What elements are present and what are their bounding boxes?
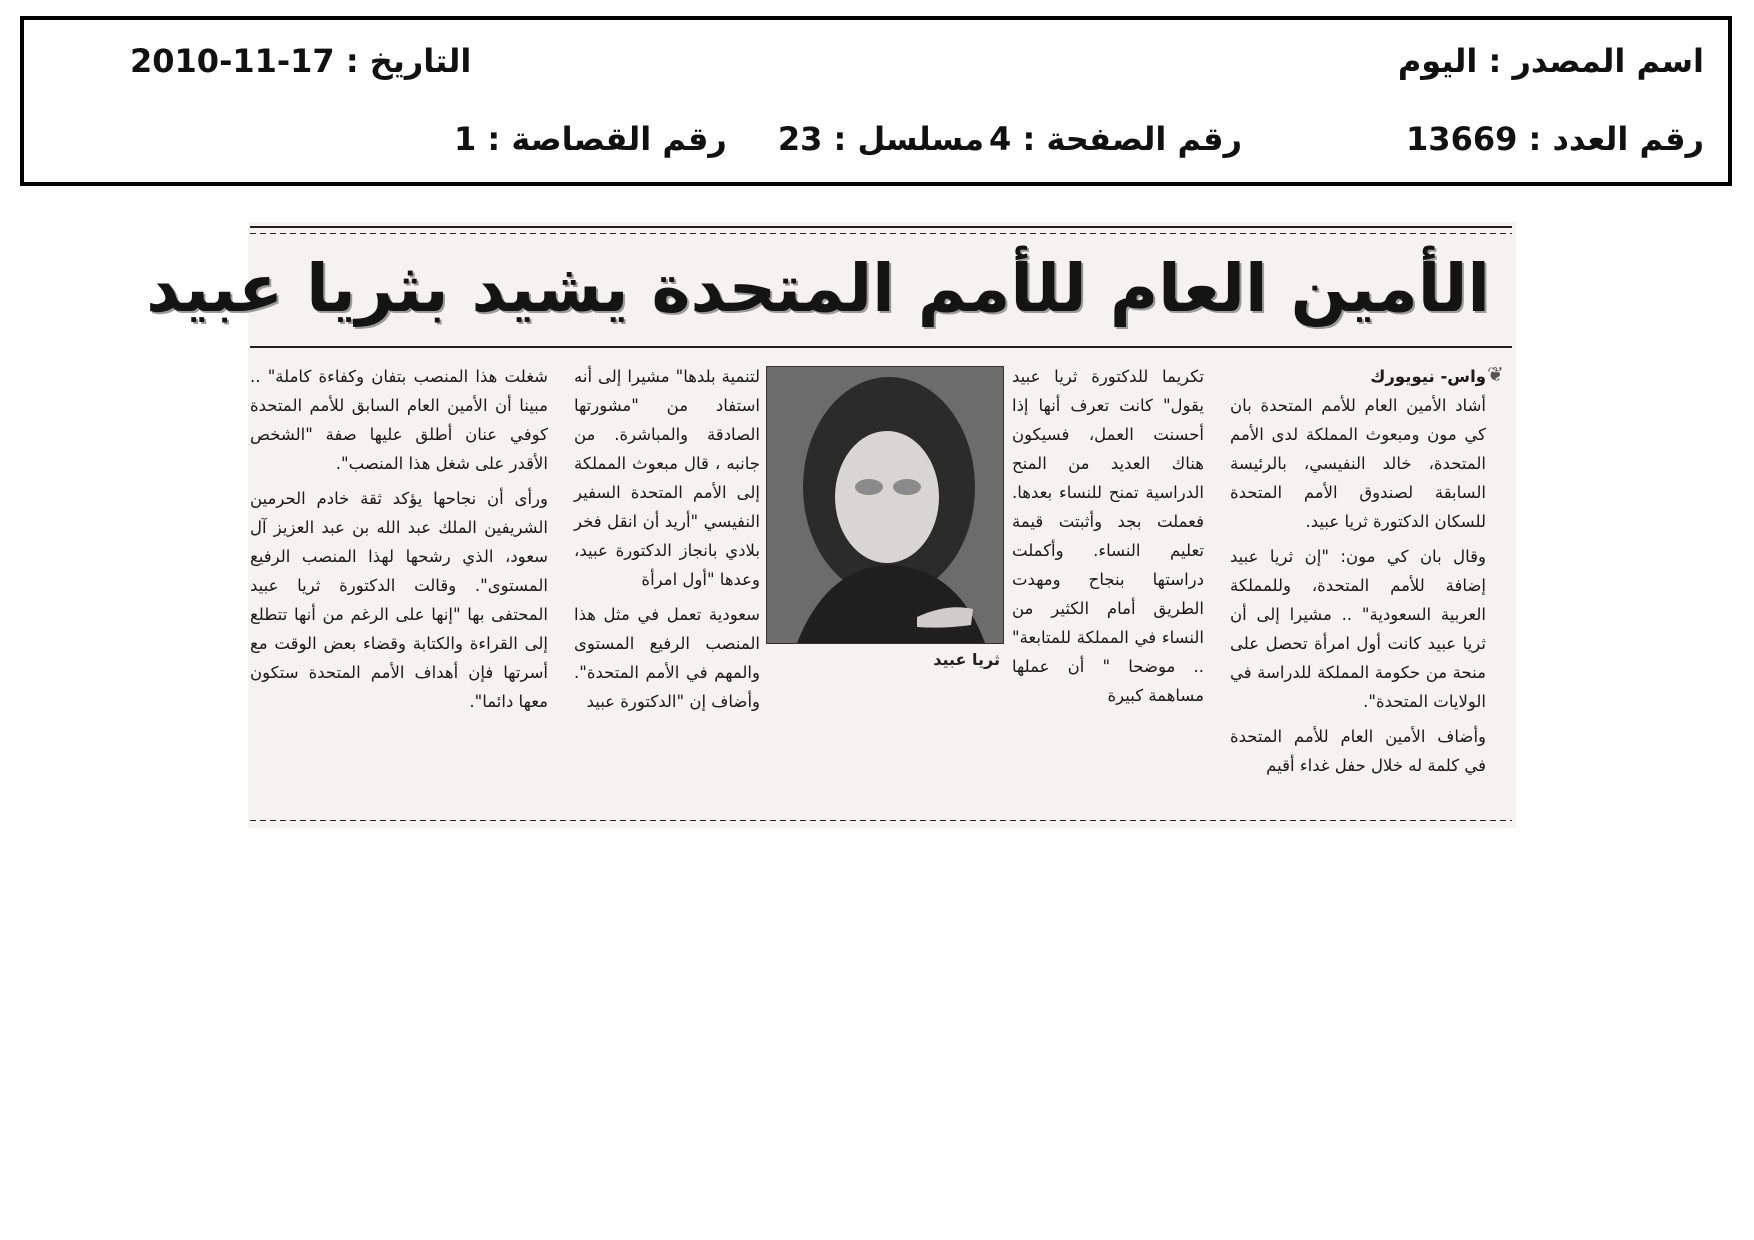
portrait-image	[767, 367, 1003, 643]
issue-number-label: رقم العدد : 13669	[1406, 120, 1704, 158]
article-column-1	[1230, 362, 1486, 822]
paragraph: لتنمية بلدها" مشيرا إلى أنه استفاد من "مشورتها الصادقة والمباشرة. من جانبه ، قال مبعوث المملكة إلى الأمم المتحدة السفير النفيسي "أريد أن انقل فخر بلادي بانجاز الدكتورة عبيد، وعدها "أول امرأة	[574, 367, 760, 589]
article-column-2	[1012, 362, 1204, 705]
paragraph: وقال بان كي مون: "إن ثريا عبيد إضافة للأمم المتحدة، وللمملكة العربية السعودية" .. مشيرا إلى أن ثريا عبيد كانت أول امرأة تحصل على منحة من حكومة المملكة للدراسة في الولايات المتحدة".	[1230, 547, 1486, 711]
paragraph: وأضاف الأمين العام للأمم المتحدة في كلمة له خلال حفل غداء أقيم	[1230, 727, 1486, 775]
paragraph: ورأى أن نجاحها يؤكد ثقة خادم الحرمين الشريفين الملك عبد الله بن عبد العزيز آل سعود، الذي رشحها لهذا المنصب الرفيع المستوى". وقالت الدكتورة ثريا عبيد المحتفى بها "إنها على الرغم من أنها تتطلع إلى القراءة والكتابة وقضاء بعض الوقت مع أسرتها فإن أهداف الأمم المتحدة ستكون معها دائما".	[250, 489, 548, 711]
date-label: التاريخ : 17-11-2010	[130, 42, 472, 80]
source-label: اسم المصدر : اليوم	[1397, 42, 1704, 80]
article-headline: الأمين العام للأمم المتحدة يشيد بثريا عبيد	[146, 250, 1490, 327]
article-column-4	[250, 362, 548, 808]
article-photo	[766, 366, 1004, 644]
article-column-3	[574, 362, 760, 808]
photo-caption: ثريا عبيد	[933, 650, 1000, 669]
top-dashed-rule	[250, 233, 1512, 234]
page-number-label: رقم الصفحة : 4	[989, 120, 1242, 158]
paragraph: تكريما للدكتورة ثريا عبيد يقول" كانت تعرف أنها إذا أحسنت العمل، فسيكون هناك العديد من المنح الدراسية تمنح للنساء بعدها. فعملت بجد وأثبتت قيمة تعليم النساء. وأكملت دراستها بنجاح ومهدت الطريق أمام الكثير من النساء في المملكة للمتابعة" .. موضحا " أن عملها مساهمة كبيرة	[1012, 367, 1204, 705]
serial-number-label: مسلسل : 23	[777, 120, 984, 158]
clipping-header-box	[20, 16, 1732, 186]
publication-mark-icon: ❦	[1487, 362, 1504, 386]
article-byline: واس- نيويورك	[1370, 367, 1486, 386]
paragraph: أشاد الأمين العام للأمم المتحدة بان كي مون ومبعوث المملكة لدى الأمم المتحدة، خالد النفيسي، بالرئيسة السابقة لصندوق الأمم المتحدة للسكان الدكتورة ثريا عبيد.	[1230, 396, 1486, 531]
top-rule	[250, 226, 1512, 228]
clip-number-label: رقم القصاصة : 1	[454, 120, 727, 158]
paragraph: سعودية تعمل في مثل هذا المنصب الرفيع المستوى والمهم في الأمم المتحدة". وأضاف إن "الدكتورة عبيد	[574, 605, 760, 711]
article-column-2-continued	[906, 670, 1206, 802]
paragraph: شغلت هذا المنصب بتفان وكفاءة كاملة" .. مبينا أن الأمين العام السابق للأمم المتحدة كوفي عنان أطلق عليها صفة "الشخص الأقدر على شغل هذا المنصب".	[250, 367, 548, 473]
headline-rule	[250, 346, 1512, 348]
